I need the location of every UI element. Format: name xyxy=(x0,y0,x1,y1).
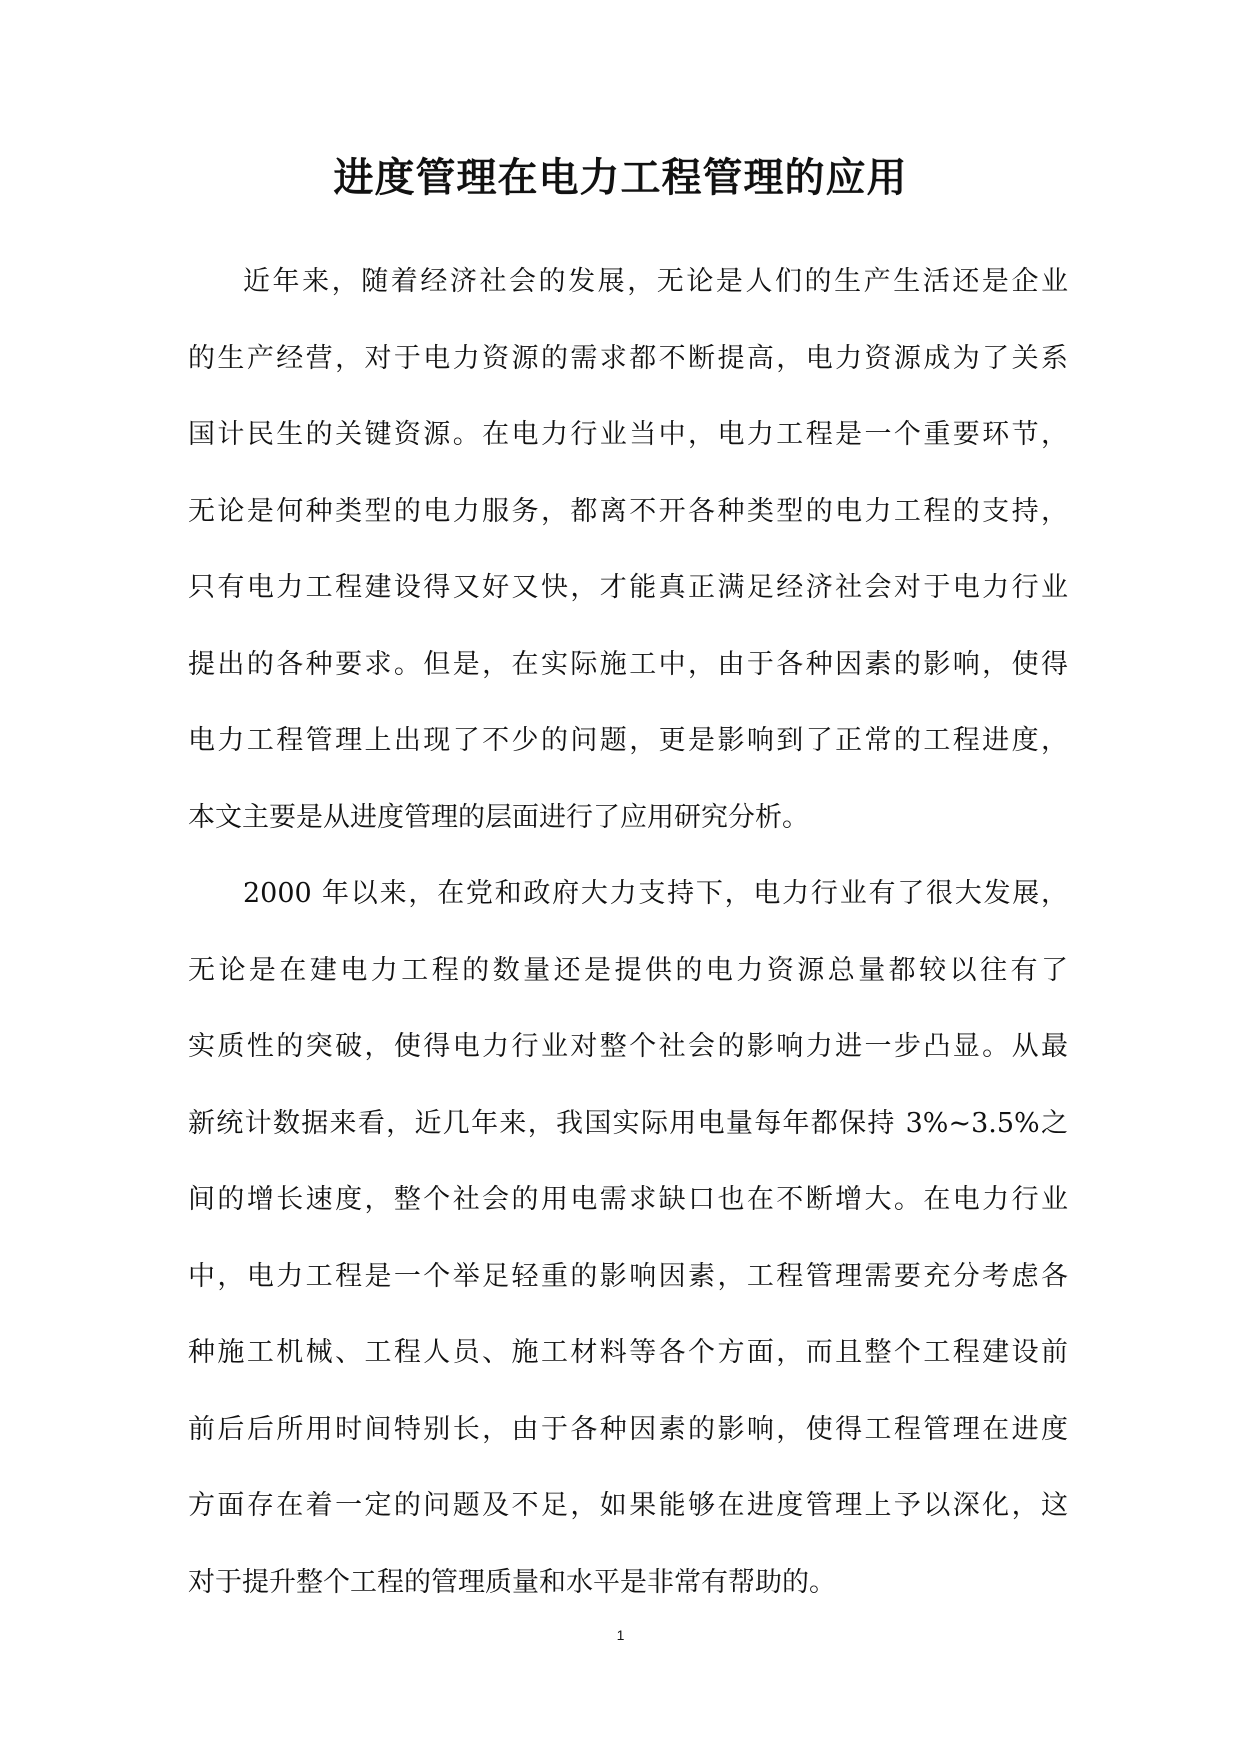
paragraph-1-line: 近年来，随着经济社会的发展，无论是人们的生产生活还是企业 xyxy=(243,266,1068,297)
paragraph-2-line: 对于提升整个工程的管理质量和水平是非常有帮助的。 xyxy=(188,1566,836,1598)
paragraph-1-line: 本文主要是从进度管理的层面进行了应用研究分析。 xyxy=(188,801,809,833)
paragraph-2-line: 前后后所用时间特别长，由于各种因素的影响，使得工程管理在进度 xyxy=(188,1413,1068,1445)
paragraph-2-line: 方面存在着一定的问题及不足，如果能够在进度管理上予以深化，这 xyxy=(188,1490,1068,1521)
paragraph-1-line: 电力工程管理上出现了不少的问题，更是影响到了正常的工程进度， xyxy=(188,725,1068,756)
paragraph-2-line: 种施工机械、工程人员、施工材料等各个方面，而且整个工程建设前 xyxy=(188,1337,1068,1368)
paragraph-1-line: 提出的各种要求。但是，在实际施工中，由于各种因素的影响，使得 xyxy=(188,648,1068,680)
page-number: 1 xyxy=(616,1627,625,1643)
paragraph-2-line: 中，电力工程是一个举足轻重的影响因素，工程管理需要充分考虑各 xyxy=(188,1260,1068,1292)
paragraph-2 xyxy=(188,862,1068,1627)
paragraph-2-line: 实质性的突破，使得电力行业对整个社会的影响力进一步凸显。从最 xyxy=(188,1031,1068,1062)
paragraph-1-line: 无论是何种类型的电力服务，都离不开各种类型的电力工程的支持， xyxy=(188,495,1068,527)
document-title: 进度管理在电力工程管理的应用 xyxy=(333,154,908,201)
paragraph-2-line: 新统计数据来看，近几年来，我国实际用电量每年都保持 3%~3.5%之 xyxy=(188,1107,1068,1139)
paragraph-2-line: 2000 年以来，在党和政府大力支持下，电力行业有了很大发展， xyxy=(243,878,1068,909)
paragraph-2-line: 间的增长速度，整个社会的用电需求缺口也在不断增大。在电力行业 xyxy=(188,1184,1068,1215)
paragraph-2-line: 无论是在建电力工程的数量还是提供的电力资源总量都较以往有了 xyxy=(188,954,1068,986)
document-body xyxy=(188,250,1068,1627)
paragraph-1-line: 只有电力工程建设得又好又快，才能真正满足经济社会对于电力行业 xyxy=(188,572,1068,603)
paragraph-1-line: 国计民生的关键资源。在电力行业当中，电力工程是一个重要环节， xyxy=(188,419,1068,450)
paragraph-1 xyxy=(188,250,1068,862)
paragraph-1-line: 的生产经营，对于电力资源的需求都不断提高，电力资源成为了关系 xyxy=(188,342,1068,374)
